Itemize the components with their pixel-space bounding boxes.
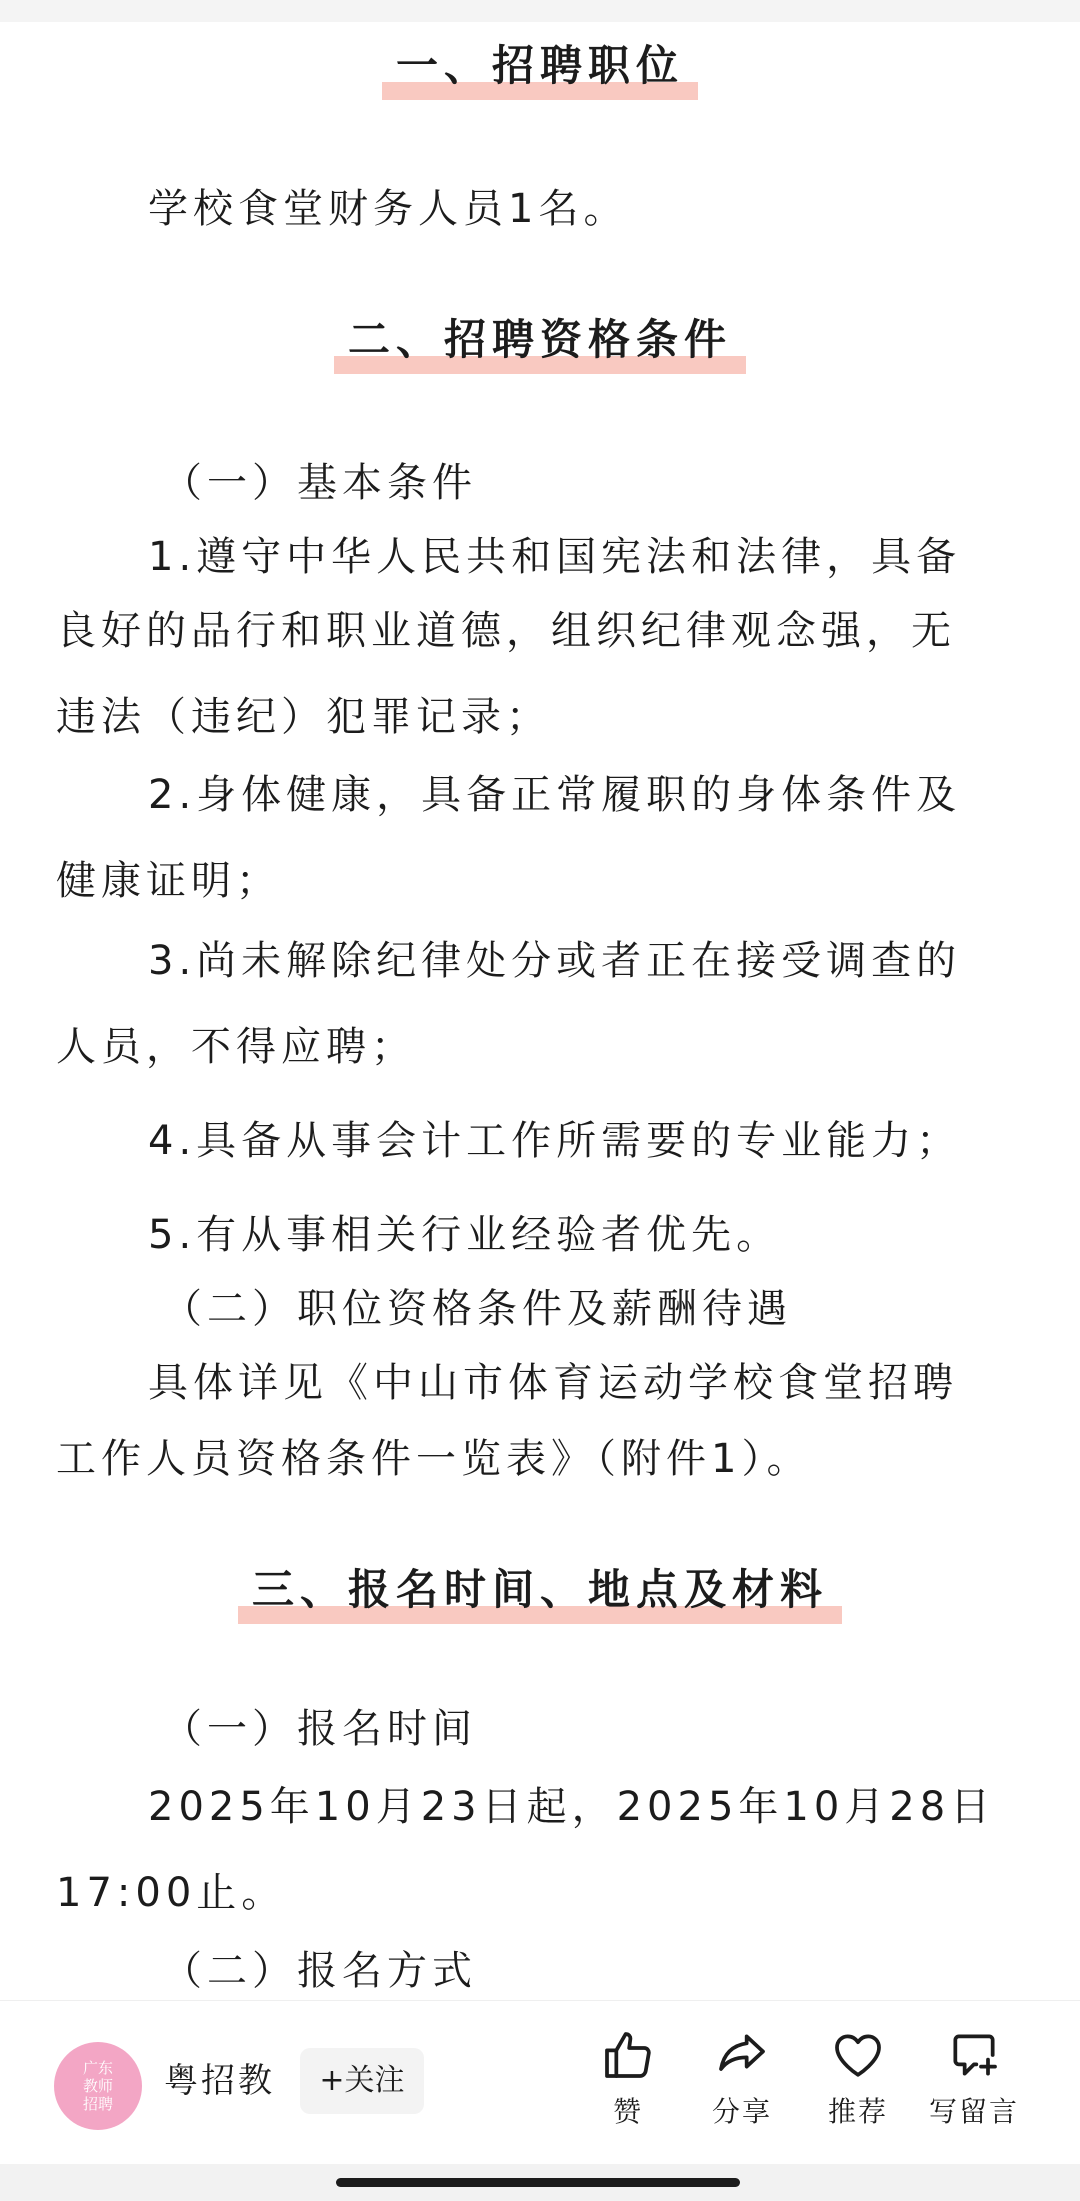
heart-icon	[830, 2027, 886, 2083]
bottom-action-bar	[0, 2000, 1080, 2165]
section-heading-1-text: 一、招聘职位	[395, 41, 684, 90]
avatar-text-line: 广东	[82, 2059, 113, 2077]
share-button[interactable]	[682, 2027, 802, 2147]
paragraph-line: 良好的品行和职业道德，组织纪律观念强，无	[56, 608, 956, 654]
paragraph-line: 5.有从事相关行业经验者优先。	[148, 1212, 782, 1258]
paragraph-line: 1.遵守中华人民共和国宪法和法律，具备	[148, 534, 962, 580]
section-heading-3-text: 三、报名时间、地点及材料	[251, 1565, 828, 1614]
section-heading-1	[0, 38, 1080, 94]
comment-button[interactable]	[914, 2027, 1034, 2147]
paragraph-line: 学校食堂财务人员1名。	[148, 186, 629, 232]
subheading-registration-method: （二）报名方式	[162, 1948, 477, 1994]
subheading-position-conditions: （二）职位资格条件及薪酬待遇	[162, 1286, 792, 1332]
paragraph-line: 4.具备从事会计工作所需要的专业能力；	[148, 1118, 962, 1164]
paragraph-line: 违法（违纪）犯罪记录；	[56, 694, 551, 740]
section-heading-2-text: 二、招聘资格条件	[347, 315, 732, 364]
recommend-label: 推荐	[827, 2095, 888, 2128]
paragraph-line: 人员，不得应聘；	[56, 1024, 416, 1070]
account-name[interactable]: 粤招教	[164, 2061, 275, 2101]
paragraph-line: 健康证明；	[56, 858, 281, 904]
avatar-text-line: 教师	[82, 2077, 113, 2095]
thumbs-up-icon	[600, 2027, 656, 2083]
home-indicator[interactable]	[336, 2178, 740, 2187]
paragraph-line: 具体详见《中山市体育运动学校食堂招聘	[148, 1360, 958, 1406]
avatar-text-line: 招聘	[82, 2095, 113, 2113]
paragraph-line: 2.身体健康，具备正常履职的身体条件及	[148, 772, 962, 818]
recommend-button[interactable]	[798, 2027, 918, 2147]
paragraph-line: 工作人员资格条件一览表》（附件1）。	[56, 1436, 812, 1482]
like-label: 赞	[612, 2095, 643, 2128]
section-heading-3	[0, 1562, 1080, 1618]
share-icon	[714, 2027, 770, 2083]
comment-icon	[946, 2027, 1002, 2083]
comment-label: 写留言	[928, 2095, 1019, 2128]
paragraph-line: 17:00止。	[56, 1870, 287, 1916]
share-label: 分享	[711, 2095, 772, 2128]
subheading-basic-conditions: （一）基本条件	[162, 460, 477, 506]
subheading-registration-time: （一）报名时间	[162, 1706, 477, 1752]
paragraph-line: 2025年10月23日起，2025年10月28日	[148, 1784, 996, 1830]
paragraph-line: 3.尚未解除纪律处分或者正在接受调查的	[148, 938, 962, 984]
section-heading-2	[0, 312, 1080, 368]
like-button[interactable]	[568, 2027, 688, 2147]
home-indicator-area	[0, 2164, 1080, 2201]
follow-button[interactable]: +关注	[300, 2048, 424, 2114]
avatar[interactable]	[54, 2042, 142, 2130]
